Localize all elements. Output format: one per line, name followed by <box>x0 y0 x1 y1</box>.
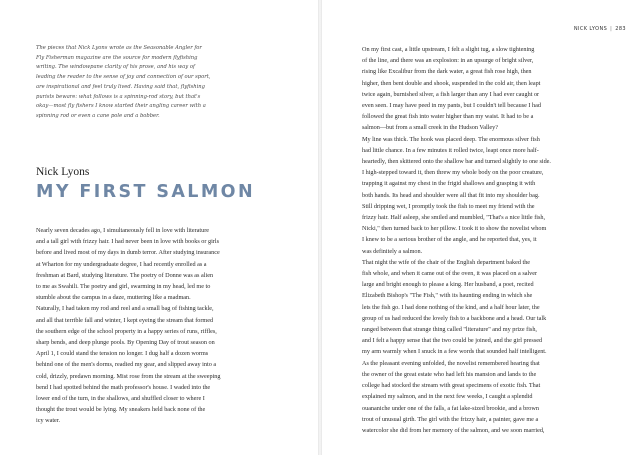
text-line: icy water. <box>36 417 61 425</box>
page-number: 283 <box>615 26 626 32</box>
text-line: followed the great fish into water higher than my waist. It had to be a <box>362 113 534 121</box>
text-line: of the line, and there was an explosion: in an upsurge of bright silver, <box>362 57 534 65</box>
story-title: MY FIRST SALMON <box>36 182 255 202</box>
text-line: frizzy hair. Half asleep, she smiled and mumbled, "That's a nice little fish, <box>362 214 546 222</box>
text-line: higher, then bent double and shook, suspended in the cold air, then leapt <box>362 79 541 87</box>
running-head <box>574 26 626 32</box>
text-line: to me as Swahili. The poetry and girl, swarming in my head, led me to <box>36 283 211 291</box>
intro-line: are inspirational and feel truly lived. Having said that, flyfishing <box>36 83 205 90</box>
text-line: On my first cast, a little upstream, I felt a slight tug, a slow tightening <box>362 46 535 53</box>
text-line: large and bright enough to please a king. Her husband, a poet, recited <box>362 281 534 289</box>
text-line: twice again, burnished silver, a fish larger than any I had ever caught or <box>362 90 540 98</box>
text-line: watercolor she did from her memory of the salmon, and we soon married, <box>362 426 545 434</box>
text-line: and all that terrible fall and winter, I kept eyeing the stream that formed <box>36 316 214 324</box>
text-line: my arm warmly when I snuck in a few words that sounded half intelligent. <box>362 348 547 356</box>
text-line: the southern edge of the school property in a happy series of runs, riffles, <box>36 327 217 335</box>
text-line: fish whole, and when it came out of the oven, it was placed on a salver <box>362 270 538 278</box>
right-body-text <box>362 44 624 436</box>
text-line: Nearly seven decades ago, I simultaneously fell in love with literature <box>36 227 210 234</box>
intro-note <box>36 44 294 122</box>
text-line: I high-stepped toward it, then threw my whole body on the poor creature, <box>362 169 544 177</box>
text-line: trout of unusual girth. The girl with the frizzy hair, a painter, gave me a <box>362 415 539 423</box>
text-line: was definitely a salmon. <box>362 247 423 255</box>
text-line: and I felt a happy sense that the two could be joined, and the girl pressed <box>362 337 543 345</box>
text-line: freshman at Bard, studying literature. The poetry of Donne was as alien <box>36 271 214 279</box>
text-line: April 1, I could stand the tension no longer. I dug half a dozen worms <box>36 350 209 358</box>
left-page <box>0 0 318 455</box>
text-line: Nicki," then turned back to her pillow. I took it to show the novelist whom <box>362 225 547 233</box>
text-line: bend I had spotted behind the math professor's house. I waded into the <box>36 383 211 391</box>
text-line: and a tall girl with frizzy hair. I had never been in love with books or girls <box>36 238 219 246</box>
text-line: before and lived most of my days in dumb terror. After studying insurance <box>36 249 220 257</box>
text-line: had little chance. In a few minutes it rolled twice, leapt once more half- <box>362 146 539 154</box>
text-line: ouananiche under one of the falls, a fat lake-sized brookie, and a brown <box>362 404 539 412</box>
text-line: at Wharton for my undergraduate degree, I had recently enrolled as a <box>36 260 207 268</box>
text-line: Still dripping wet, I promptly took the fish to meet my friend with the <box>362 202 535 210</box>
text-line: lets the fish go. I had done nothing of the kind, and a half hour later, the <box>362 303 540 311</box>
text-line: heartedly, then skittered onto the shallow bar and turned slightly to one side. <box>362 158 551 166</box>
text-line: group of us had reduced the lovely fish to a backbone and a head. Our talk <box>362 314 547 322</box>
text-line: ranged between that strange thing called "literature" and my prize fish, <box>362 326 537 334</box>
text-line: rising like Excalibur from the dark water, a great fish rose high, then <box>362 68 532 76</box>
story-author: Nick Lyons <box>36 166 90 178</box>
left-body-text <box>36 225 298 427</box>
text-line: I knew to be a serious brother of the angle, and he reported that, yes, it <box>362 236 537 244</box>
text-line: behind one of the men's dorms, readied my gear, and slipped away into a <box>36 361 217 369</box>
text-line: sharp bends, and deep plunge pools. By Opening Day of trout season on <box>36 339 215 347</box>
text-line: thought the trout would be lying. My sneakers held back none of the <box>36 406 206 414</box>
text-line: My line was thick. The hook was placed deep. The enormous silver fish <box>362 135 540 143</box>
text-line: As the pleasant evening unfolded, the novelist remembered hearing that <box>362 359 540 367</box>
text-line: even seen. I may have peed in my pants, but I couldn't tell because I had <box>362 102 541 110</box>
text-line: Elizabeth Bishop's "The Fish," with its haunting ending in which she <box>362 292 533 300</box>
intro-line: spinning rod or even a cane pole and a bobber. <box>36 112 160 119</box>
text-line: lower end of the turn, in the shallows, and shuffled closer to where I <box>36 395 205 403</box>
text-line: salmon—but from a small creek in the Hudson Valley? <box>362 124 498 132</box>
text-line: trapping it against my chest in the frigid shallows and grasping it with <box>362 180 536 188</box>
running-head-author: NICK LYONS <box>573 26 608 32</box>
text-line: the owner of the great estate who had left his mansion and lands to the <box>362 370 537 378</box>
intro-line: Fly Fisherman magazine are the source for modern flyfishing <box>36 54 198 61</box>
text-line: explained my salmon, and in the next few weeks, I caught a splendid <box>362 393 533 401</box>
running-head-separator: | <box>610 26 613 32</box>
text-line: stumble about the campus in a daze, muttering like a madman. <box>36 294 191 302</box>
text-line: college had stocked the stream with great specimens of exotic fish. That <box>362 382 541 390</box>
intro-line: okay—most fly fishers I know started their angling career with a <box>36 103 206 110</box>
intro-line: purists beware: what follows is a spinning-rod story, but that's <box>36 93 201 100</box>
text-line: That night the wife of the chair of the English department baked the <box>362 258 531 266</box>
text-line: Naturally, I had taken my rod and reel and a small bag of fishing tackle, <box>36 305 214 313</box>
intro-line: The pieces that Nick Lyons wrote as the Seasonable Angler for <box>36 45 202 51</box>
text-line: both hands. Its head and shoulder were all that fit into my shoulder bag. <box>362 191 540 199</box>
intro-line: writing. The windowpane clarity of his prose, and his way of <box>36 64 195 71</box>
intro-line: leading the reader to the sense of joy and connection of our sport, <box>36 74 211 81</box>
text-line: cold, drizzly, predawn morning. Mist rose from the stream at the sweeping <box>36 372 221 380</box>
